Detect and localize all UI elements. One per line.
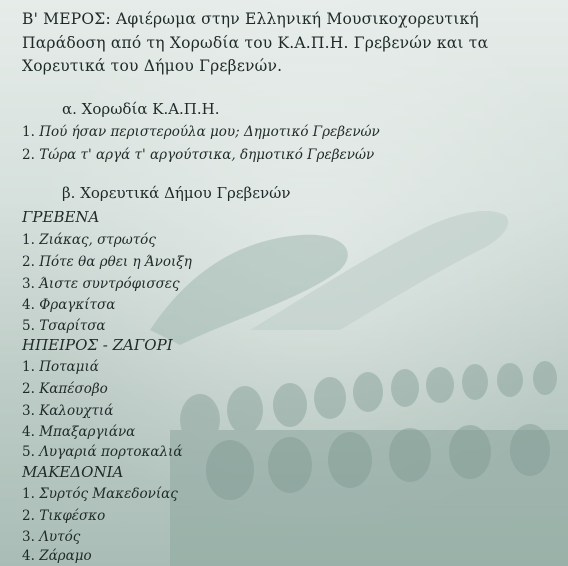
list-item <box>22 403 113 419</box>
item-number: 2. <box>22 508 35 524</box>
item-number: 3. <box>22 403 35 419</box>
section-a-heading: α. Χορωδία Κ.Α.Π.Η. <box>62 100 220 118</box>
item-text: Λυτός <box>39 529 81 545</box>
list-item <box>22 276 180 292</box>
item-text: Λυγαριά πορτοκαλιά <box>39 444 183 460</box>
list-item <box>22 529 80 545</box>
item-number: 5. <box>22 444 35 460</box>
section-b-heading: β. Χορευτικά Δήμου Γρεβενών <box>62 184 291 202</box>
item-text: Ζιάκας, στρωτός <box>39 232 156 248</box>
item-text: Φραγκίτσα <box>39 297 116 313</box>
item-text: Τικφέσκο <box>39 508 106 524</box>
list-item <box>22 381 108 397</box>
item-number: 5. <box>22 318 35 334</box>
list-item <box>22 124 380 140</box>
list-item <box>22 232 156 248</box>
list-item <box>22 359 99 375</box>
item-number: 1. <box>22 124 35 140</box>
item-number: 1. <box>22 232 35 248</box>
item-number: 1. <box>22 359 35 375</box>
list-item <box>22 508 105 524</box>
item-number: 2. <box>22 254 35 270</box>
part-title-line-2: Παράδοση από τη Χορωδία του Κ.Α.Π.Η. Γρεβενών και τα <box>22 34 489 52</box>
item-text: Ζάραμο <box>39 548 92 564</box>
item-number: 2. <box>22 147 35 163</box>
item-number: 4. <box>22 297 35 313</box>
region-heading: ΜΑΚΕΔΟΝΙΑ <box>22 463 124 481</box>
item-number: 4. <box>22 424 35 440</box>
item-text: Μπαξαργιάνα <box>39 424 136 440</box>
part-title-line-1: Β' ΜΕΡΟΣ: Αφιέρωμα στην Ελληνική Μουσικοχορευτική <box>22 10 479 28</box>
list-item <box>22 444 182 460</box>
list-item <box>22 318 106 334</box>
list-item <box>22 254 192 270</box>
item-text: Πού ήσαν περιστερούλα μου; Δημοτικό Γρεβενών <box>39 124 380 140</box>
item-text: Τώρα τ' αργά τ' αργούτσικα, δημοτικό Γρεβενών <box>39 147 375 163</box>
list-item <box>22 297 115 313</box>
item-number: 3. <box>22 529 35 545</box>
list-item <box>22 424 135 440</box>
item-number: 2. <box>22 381 35 397</box>
list-item <box>22 548 92 564</box>
item-number: 3. <box>22 276 35 292</box>
item-text: Πότε θα ρθει η Άνοιξη <box>39 254 192 270</box>
part-title-line-3: Χορευτικά του Δήμου Γρεβενών. <box>22 57 283 75</box>
item-text: Καπέσοβο <box>39 381 108 397</box>
region-heading: ΗΠΕΙΡΟΣ - ΖΑΓΟΡΙ <box>22 336 173 354</box>
item-text: Συρτός Μακεδονίας <box>39 486 178 502</box>
item-text: Τσαρίτσα <box>39 318 106 334</box>
list-item <box>22 147 374 163</box>
region-heading: ΓΡΕΒΕΝΑ <box>22 208 100 226</box>
item-text: Καλουχτιά <box>39 403 114 419</box>
item-number: 4. <box>22 548 35 564</box>
item-text: Ποταμιά <box>39 359 99 375</box>
item-text: Άιστε συντρόφισσες <box>39 276 180 292</box>
list-item <box>22 486 178 502</box>
item-number: 1. <box>22 486 35 502</box>
